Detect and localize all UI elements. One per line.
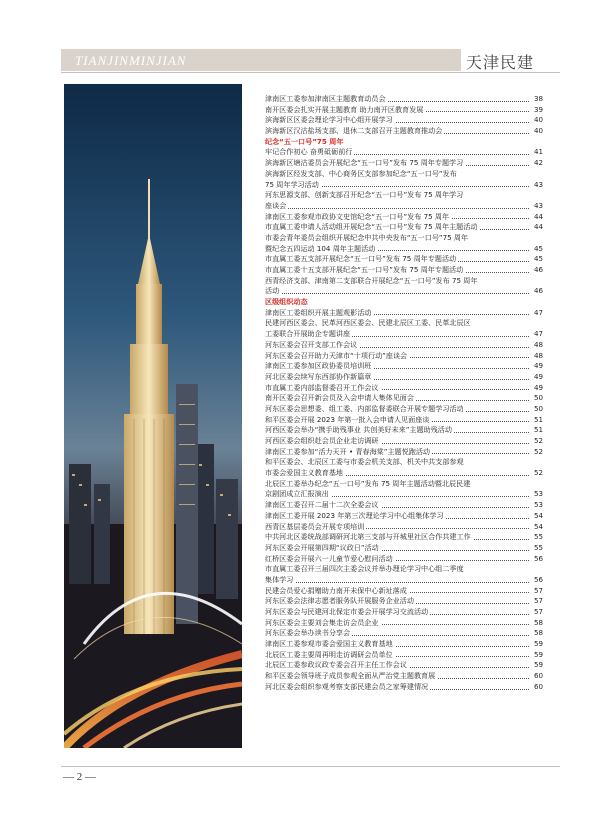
toc-entry-title: 和平区委会开展 2023 年第一批入会申请人见面座谈	[265, 414, 430, 424]
toc-entry	[265, 190, 543, 201]
toc-page-number: 59	[529, 650, 543, 661]
header-chinese-title: 天津民建	[466, 53, 535, 72]
city-night-photo	[64, 84, 242, 748]
toc-entry-title: 河东区委会与民建河北保定市委会开展学习交流活动	[265, 607, 429, 616]
toc-page-number: 55	[529, 543, 543, 554]
toc-entry-title: 京剧团成立汇报演出	[265, 489, 329, 499]
toc-page-number: 56	[529, 554, 543, 565]
toc-entry-title: 民建会员爱心捐赠助力南开未保中心新址落成	[265, 585, 407, 595]
toc-entry	[265, 105, 543, 116]
toc-entry-title: 南开区委会扎实开展主题教育 助力南开区教育发展	[265, 104, 424, 114]
toc-entry	[265, 639, 543, 650]
toc-entry	[265, 115, 543, 126]
toc-entry-title: 红桥区委会开展六一儿童节爱心慰问活动	[265, 553, 393, 563]
toc-entry-title: 滨海新区经发支部、中心商务区支部参加纪念“五一口号”发布	[265, 168, 457, 178]
toc-entry	[265, 340, 543, 351]
toc-page-number: 48	[529, 351, 543, 362]
toc-page-number: 42	[529, 158, 543, 169]
toc-entry-title: 牢记合作初心 奋勇砥砺前行	[265, 147, 353, 157]
toc-entry	[265, 329, 543, 340]
toc-page-number: 44	[529, 222, 543, 233]
toc-entry-title: 河东区委会法律志愿者服务队开展服务企业活动	[265, 596, 414, 606]
toc-leader-dots	[265, 208, 529, 209]
toc-entry	[265, 500, 543, 511]
toc-entry-title: 区级组织动态	[265, 297, 308, 307]
toc-entry-title: 津南区工委参加“活力天开 • 青春海棠”主题悦跑活动	[265, 446, 431, 456]
toc-entry	[265, 404, 543, 415]
toc-entry-title: 河东区委会举办读书分享会	[265, 628, 351, 638]
toc-entry-title: 北辰区工委参政议政专委会召开主任工作会议	[265, 660, 407, 670]
toc-page-number: 54	[529, 511, 543, 522]
toc-entry-title: 滨海新区区委会理论学习中心组开展学习	[265, 115, 393, 125]
toc-page-number: 47	[529, 329, 543, 340]
toc-entry-title: 津南区工委参观市政协文史馆纪念“五一口号”发布 75 周年	[265, 211, 450, 221]
toc-page-number: 57	[529, 596, 543, 607]
toc-entry	[265, 468, 543, 479]
toc-entry-title: 市直属工委五支部开展纪念“五一口号”发布 75 周年专题活动	[265, 254, 457, 264]
toc-page-number: 38	[529, 94, 543, 105]
toc-leader-dots	[265, 293, 529, 294]
toc-entry-title: 河北区委会组织参观考察支部民建会员之家筹建情况	[265, 681, 429, 691]
toc-page-number: 43	[529, 201, 543, 212]
toc-page-number: 45	[529, 244, 543, 255]
toc-page-number: 40	[529, 126, 543, 137]
toc-entry	[265, 447, 543, 458]
toc-entry-title: 河东区委会召开支部工作会议	[265, 339, 358, 349]
toc-page-number: 50	[529, 404, 543, 415]
toc-page-number: 48	[529, 340, 543, 351]
toc-entry-title: 河东区委会主要刘会集走访会员企业	[265, 617, 379, 627]
toc-entry	[265, 372, 543, 383]
toc-entry	[265, 554, 543, 565]
toc-entry	[265, 393, 543, 404]
toc-page-number: 53	[529, 489, 543, 500]
toc-entry-title: 和平区委会领导班子成员参观全面从严治党主题教育展	[265, 671, 436, 681]
toc-entry-title: 滨海新区汉沽盐场支部、退休二支部召开主题教育推动会	[265, 126, 443, 136]
toc-entry	[265, 276, 543, 287]
toc-entry-title: 市直属工委申请人活动组开展纪念“五一口号”发布 75 周年主题活动	[265, 222, 478, 232]
toc-page-number: 57	[529, 586, 543, 597]
toc-entry-title: 津南区工委参加津南区主题教育动员会	[265, 94, 386, 103]
toc-entry-title: 座谈会	[265, 200, 287, 210]
toc-page-number: 60	[529, 671, 543, 682]
toc-page-number: 55	[529, 532, 543, 543]
toc-page-number: 58	[529, 628, 543, 639]
toc-entry-title: 活动	[265, 286, 280, 296]
toc-entry-title: 南开区委会召开新会员及入会申请人集体见面会	[265, 393, 414, 403]
toc-entry	[265, 425, 543, 436]
toc-entry	[265, 628, 543, 639]
toc-entry-title: 集体学习	[265, 574, 294, 584]
toc-page-number: 45	[529, 254, 543, 265]
toc-entry	[265, 564, 543, 575]
toc-page-number: 46	[529, 265, 543, 276]
toc-page-number: 46	[529, 286, 543, 297]
toc-entry	[265, 158, 543, 169]
toc-entry-title: 河北区委会续写东西部协作新篇章	[265, 371, 372, 381]
toc-entry	[265, 233, 543, 244]
toc-page-number: 51	[529, 415, 543, 426]
toc-page-number: 49	[529, 361, 543, 372]
toc-entry	[265, 479, 543, 490]
toc-entry	[265, 308, 543, 319]
toc-entry-title: 纪念“五一口号”75 周年	[265, 136, 344, 146]
toc-entry-title: 工委联合开展助企专题讲座	[265, 329, 351, 339]
header-english-title: TIANJINMINJIAN	[75, 53, 187, 68]
toc-entry	[265, 318, 543, 329]
toc-entry-title: 河东区委会开展第四期“议政日”活动	[265, 542, 379, 552]
toc-entry-title: 滨海新区塘沽委员会开展纪念“五一口号”发布 75 周年专题学习	[265, 158, 464, 168]
toc-entry-title: 市直属工委十五支部开展纪念“五一口号”发布 75 周年专题活动	[265, 265, 464, 274]
toc-leader-dots	[265, 582, 529, 583]
toc-page-number: 56	[529, 575, 543, 586]
toc-entry	[265, 671, 543, 682]
toc-entry-title: 河东区委会思想委、组工委、内部监督委联合开展专题学习活动	[265, 403, 464, 413]
toc-entry	[265, 94, 543, 105]
toc-entry	[265, 436, 543, 447]
toc-page-number: 39	[529, 105, 543, 116]
toc-entry-title: 市直属工委召开三届四次主委会议并举办理论学习中心组二季度	[265, 564, 464, 574]
toc-section-heading	[265, 137, 543, 148]
toc-entry-title: 市委会爱国主义教育基地	[265, 468, 344, 478]
toc-entry	[265, 607, 543, 618]
toc-entry-title: 西青经济支部、津南第二支部联合开展纪念“五一口号”发布 75 周年	[265, 275, 478, 285]
toc-entry	[265, 244, 543, 255]
table-of-contents	[265, 94, 543, 693]
page-header	[0, 49, 612, 71]
toc-entry	[265, 457, 543, 468]
toc-entry	[265, 265, 543, 276]
toc-page-number: 44	[529, 212, 543, 223]
toc-entry	[265, 383, 543, 394]
toc-entry-title: 民建河西区委会、民革河西区委会、民建北辰区工委、民革北辰区	[265, 318, 471, 328]
toc-entry	[265, 361, 543, 372]
footer-divider	[61, 766, 560, 767]
toc-entry	[265, 489, 543, 500]
toc-entry-title: 和平区委会、北辰区工委与市委会机关支部、机关中共支部参观	[265, 457, 464, 467]
toc-page-number: 47	[529, 308, 543, 319]
toc-entry	[265, 201, 543, 212]
toc-page-number: 49	[529, 383, 543, 394]
toc-entry-title: 西青区基层委员会开展专项培训	[265, 521, 365, 531]
toc-entry	[265, 575, 543, 586]
toc-page-number: 43	[529, 180, 543, 191]
toc-entry-title: 津南区工委参加区政协委员培训班	[265, 361, 372, 371]
toc-entry-title: 河东思源支部、创新支部召开纪念“五一口号”发布 75 周年学习	[265, 190, 464, 200]
toc-entry	[265, 543, 543, 554]
toc-page-number: 40	[529, 115, 543, 126]
toc-page-number: 49	[529, 372, 543, 383]
toc-entry-title: 北辰区工委举办纪念“五一口号”发布 75 周年主题活动暨北辰民建	[265, 478, 471, 488]
toc-entry	[265, 254, 543, 265]
toc-entry	[265, 169, 543, 180]
toc-entry	[265, 511, 543, 522]
header-divider	[61, 72, 560, 73]
toc-entry-title: 河西区委会组织赴会员企业走访调研	[265, 436, 379, 445]
toc-entry	[265, 351, 543, 362]
toc-page-number: 52	[529, 447, 543, 458]
toc-entry-title: 津南区工委组织开展主题观影活动	[265, 307, 372, 317]
toc-entry	[265, 586, 543, 597]
toc-page-number: 59	[529, 660, 543, 671]
toc-entry	[265, 682, 543, 693]
toc-entry	[265, 147, 543, 158]
toc-entry	[265, 522, 543, 533]
toc-page-number: 51	[529, 425, 543, 436]
toc-page-number: 54	[529, 522, 543, 533]
toc-page-number: 50	[529, 393, 543, 404]
toc-entry	[265, 596, 543, 607]
toc-entry-title: 暨纪念五四运动 104 周年主题活动	[265, 243, 376, 253]
toc-entry-title: 北辰区工委主要周再明走访调研会员单位	[265, 649, 393, 659]
toc-page-number: 57	[529, 607, 543, 618]
toc-entry	[265, 660, 543, 671]
toc-page-number: 60	[529, 682, 543, 693]
toc-entry	[265, 212, 543, 223]
toc-section-heading	[265, 297, 543, 308]
toc-entry-title: 市委会青年委员会组织开展纪念中共中央发布“五一口号”75 周年	[265, 232, 469, 242]
toc-entry-title: 津南区工委开展 2023 年第三次理论学习中心组集体学习	[265, 510, 444, 520]
toc-entry	[265, 286, 543, 297]
toc-entry-title: 河东区委会召开助力天津市“十项行动”座谈会	[265, 350, 408, 360]
toc-entry	[265, 415, 543, 426]
toc-entry-title: 津南区工委参观市委会爱国主义教育基地	[265, 639, 393, 649]
toc-page-number: 41	[529, 147, 543, 158]
toc-entry-title: 市直属工委内部监督委召开工作会议	[265, 382, 379, 392]
toc-page-number: 52	[529, 468, 543, 479]
toc-entry	[265, 618, 543, 629]
page-number: — 2 —	[63, 771, 96, 783]
toc-entry	[265, 650, 543, 661]
toc-page-number: 59	[529, 639, 543, 650]
toc-entry-title: 75 周年学习活动	[265, 179, 319, 189]
toc-entry-title: 河西区委会举办“携手助残事业 共创美好未来”主题助残活动	[265, 425, 452, 435]
toc-page-number: 52	[529, 436, 543, 447]
toc-entry	[265, 126, 543, 137]
toc-entry-title: 津南区工委召开二届十二次全委会议	[265, 500, 379, 510]
toc-entry	[265, 532, 543, 543]
toc-entry	[265, 222, 543, 233]
toc-entry	[265, 180, 543, 191]
toc-entry-title: 中共河北区委统战部调研河北第三支部与开城里社区合作共建工作	[265, 532, 471, 542]
toc-page-number: 58	[529, 618, 543, 629]
toc-page-number: 53	[529, 500, 543, 511]
